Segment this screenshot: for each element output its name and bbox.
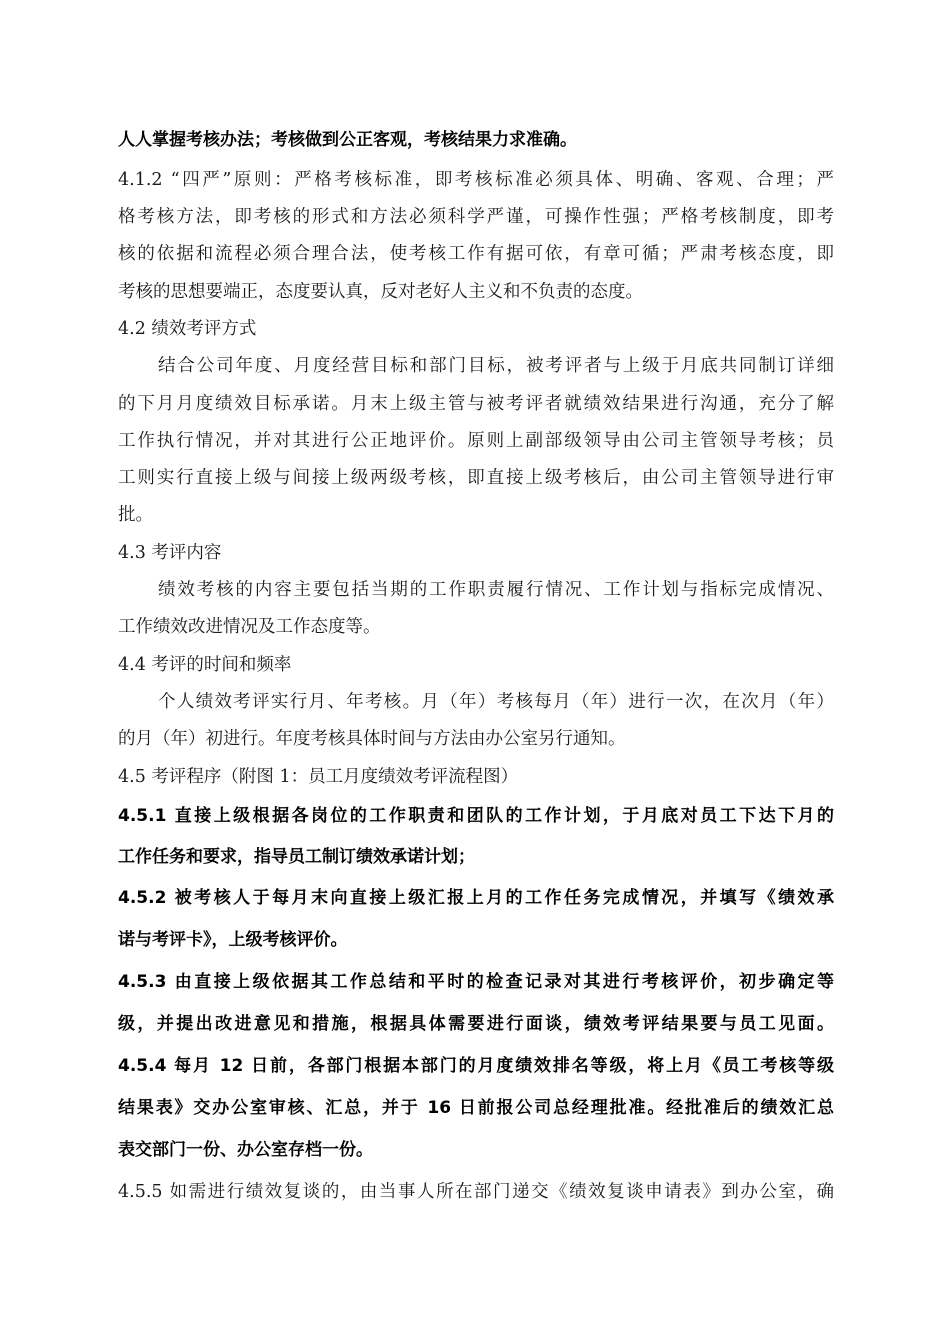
text-line: 个人绩效考评实行月、年考核。月（年）考核每月（年）进行一次，在次月（年）: [158, 692, 834, 712]
text-line: 表交部门一份、办公室存档一份。: [118, 1140, 373, 1160]
text-line: 4.5.3 由直接上级依据其工作总结和平时的检查记录对其进行考核评价，初步确定等: [118, 972, 834, 992]
section-heading: 4.4 考评的时间和频率: [118, 655, 292, 675]
text-line: 级，并提出改进意见和措施，根据具体需要进行面谈，绩效考评结果要与员工见面。: [118, 1014, 834, 1034]
text-line: 工则实行直接上级与间接上级两级考核，即直接上级考核后，由公司主管领导进行审: [118, 468, 834, 488]
text-line: 结合公司年度、月度经营目标和部门目标，被考评者与上级于月底共同制订详细: [158, 356, 834, 376]
text-line: 诺与考评卡》，上级考核评价。: [118, 930, 348, 950]
text-line: 4.5.1 直接上级根据各岗位的工作职责和团队的工作计划，于月底对员工下达下月的: [118, 806, 834, 826]
text-line: 核的依据和流程必须合理合法，使考核工作有据可依，有章可循；严肃考核态度，即: [118, 244, 834, 264]
text-line: 工作任务和要求，指导员工制订绩效承诺计划；: [118, 847, 475, 867]
text-line: 人人掌握考核办法；考核做到公正客观，考核结果力求准确。: [118, 130, 577, 150]
text-line: 结果表》交办公室审核、汇总，并于 16 日前报公司总经理批准。经批准后的绩效汇总: [118, 1098, 834, 1118]
text-line: 的月（年）初进行。年度考核具体时间与方法由办公室另行通知。: [118, 729, 626, 749]
section-heading: 4.3 考评内容: [118, 543, 222, 563]
text-line: 的下月月度绩效目标承诺。月末上级主管与被考评者就绩效结果进行沟通，充分了解: [118, 394, 834, 414]
text-line: 考核的思想要端正，态度要认真，反对老好人主义和不负责的态度。: [118, 282, 643, 302]
section-heading: 4.5 考评程序（附图 1：员工月度绩效考评流程图）: [118, 767, 519, 787]
text-line: 4.5.5 如需进行绩效复谈的，由当事人所在部门递交《绩效复谈申请表》到办公室，确: [118, 1182, 834, 1202]
section-heading: 4.2 绩效考评方式: [118, 319, 257, 339]
text-line: 工作执行情况，并对其进行公正地评价。原则上副部级领导由公司主管领导考核；员: [118, 431, 834, 451]
text-line: 格考核方法，即考核的形式和方法必须科学严谨，可操作性强；严格考核制度，即考: [118, 207, 834, 227]
text-line: 批。: [118, 505, 153, 525]
text-line: 工作绩效改进情况及工作态度等。: [118, 617, 381, 637]
text-line: 4.1.2 “四严”原则：严格考核标准，即考核标准必须具体、明确、客观、合理；严: [118, 170, 834, 190]
text-line: 4.5.4 每月 12 日前，各部门根据本部门的月度绩效排名等级，将上月《员工考核等级: [118, 1056, 834, 1076]
text-line: 4.5.2 被考核人于每月末向直接上级汇报上月的工作任务完成情况，并填写《绩效承: [118, 888, 834, 908]
text-line: 绩效考核的内容主要包括当期的工作职责履行情况、工作计划与指标完成情况、: [158, 580, 834, 600]
